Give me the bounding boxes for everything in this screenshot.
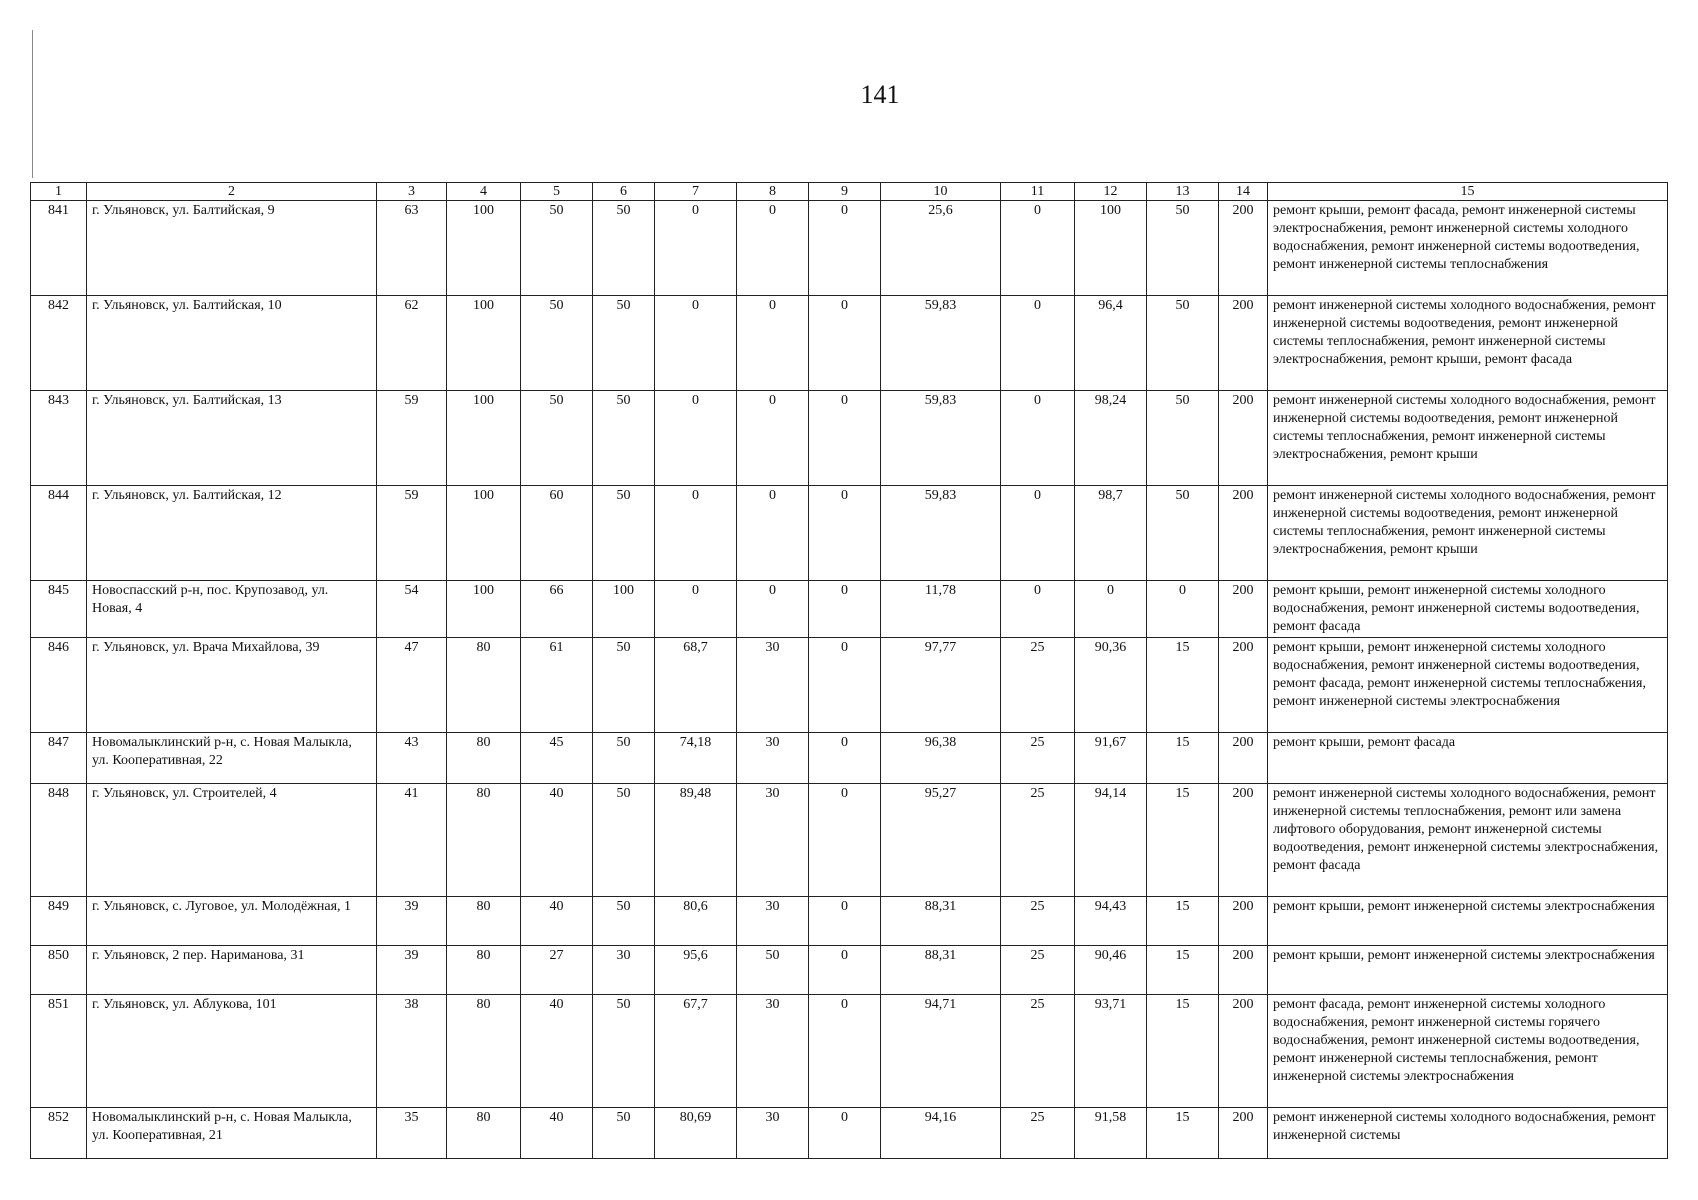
value-cell: 94,43 [1075,897,1147,946]
value-cell: 50 [737,946,809,995]
value-cell: 0 [737,486,809,581]
value-cell: 35 [377,1108,447,1159]
column-header: 13 [1147,183,1219,201]
table-row [31,486,1668,581]
value-cell: 200 [1219,486,1268,581]
value-cell: 40 [521,897,593,946]
value-cell: 50 [593,1108,655,1159]
value-cell: 90,36 [1075,638,1147,733]
value-cell: 0 [655,486,737,581]
table-row [31,1108,1668,1159]
value-cell: 100 [447,486,521,581]
page-number: 141 [860,80,900,109]
value-cell: 0 [809,946,881,995]
address-cell: г. Ульяновск, ул. Балтийская, 10 [87,296,377,391]
value-cell: 0 [655,581,737,638]
value-cell: 43 [377,733,447,784]
value-cell: 88,31 [881,897,1001,946]
works-cell: ремонт крыши, ремонт инженерной системы холодного водоснабжения, ремонт инженерной системы водоотведения, ремонт фасада [1268,581,1668,638]
value-cell: 0 [655,296,737,391]
value-cell: 0 [809,486,881,581]
value-cell: 0 [737,581,809,638]
value-cell: 39 [377,897,447,946]
value-cell: 96,4 [1075,296,1147,391]
value-cell: 25 [1001,897,1075,946]
value-cell: 50 [593,486,655,581]
table-row [31,391,1668,486]
value-cell: 54 [377,581,447,638]
address-cell: г. Ульяновск, ул. Врача Михайлова, 39 [87,638,377,733]
value-cell: 98,24 [1075,391,1147,486]
value-cell: 94,71 [881,995,1001,1108]
table-row [31,581,1668,638]
address-cell: г. Ульяновск, ул. Аблукова, 101 [87,995,377,1108]
value-cell: 93,71 [1075,995,1147,1108]
value-cell: 41 [377,784,447,897]
row-number: 841 [31,201,87,296]
value-cell: 96,38 [881,733,1001,784]
table-row [31,296,1668,391]
works-cell: ремонт инженерной системы холодного водоснабжения, ремонт инженерной системы [1268,1108,1668,1159]
value-cell: 94,14 [1075,784,1147,897]
column-header: 1 [31,183,87,201]
value-cell: 95,6 [655,946,737,995]
data-table [30,182,1668,1159]
value-cell: 100 [447,391,521,486]
value-cell: 0 [1001,391,1075,486]
value-cell: 11,78 [881,581,1001,638]
value-cell: 91,58 [1075,1108,1147,1159]
value-cell: 40 [521,995,593,1108]
value-cell: 15 [1147,995,1219,1108]
value-cell: 50 [1147,486,1219,581]
value-cell: 50 [593,995,655,1108]
value-cell: 30 [593,946,655,995]
value-cell: 30 [737,995,809,1108]
value-cell: 66 [521,581,593,638]
value-cell: 30 [737,897,809,946]
value-cell: 50 [521,391,593,486]
value-cell: 50 [1147,296,1219,391]
column-header: 4 [447,183,521,201]
value-cell: 80 [447,946,521,995]
value-cell: 0 [809,897,881,946]
row-number: 852 [31,1108,87,1159]
value-cell: 39 [377,946,447,995]
value-cell: 80 [447,733,521,784]
value-cell: 0 [1147,581,1219,638]
value-cell: 38 [377,995,447,1108]
value-cell: 88,31 [881,946,1001,995]
value-cell: 74,18 [655,733,737,784]
value-cell: 30 [737,733,809,784]
value-cell: 50 [593,733,655,784]
value-cell: 50 [521,296,593,391]
works-cell: ремонт крыши, ремонт инженерной системы холодного водоснабжения, ремонт инженерной системы водоотведения, ремонт фасада, ремонт инженерной системы теплоснабжения, ремонт инженерной системы электроснабжения [1268,638,1668,733]
value-cell: 0 [655,201,737,296]
value-cell: 25 [1001,733,1075,784]
table-row [31,733,1668,784]
value-cell: 200 [1219,946,1268,995]
value-cell: 40 [521,784,593,897]
address-cell: г. Ульяновск, ул. Строителей, 4 [87,784,377,897]
works-cell: ремонт крыши, ремонт фасада, ремонт инженерной системы электроснабжения, ремонт инженерной системы холодного водоснабжения, ремонт инженерной системы водоотведения, ремонт инженерной системы теплоснабжения [1268,201,1668,296]
row-number: 845 [31,581,87,638]
value-cell: 0 [809,391,881,486]
address-cell: г. Ульяновск, 2 пер. Нариманова, 31 [87,946,377,995]
value-cell: 80 [447,995,521,1108]
row-number: 850 [31,946,87,995]
value-cell: 50 [593,201,655,296]
column-header: 10 [881,183,1001,201]
value-cell: 0 [737,296,809,391]
value-cell: 0 [809,784,881,897]
value-cell: 50 [593,638,655,733]
value-cell: 0 [809,638,881,733]
value-cell: 100 [593,581,655,638]
value-cell: 25 [1001,1108,1075,1159]
value-cell: 15 [1147,946,1219,995]
value-cell: 25 [1001,946,1075,995]
column-header: 11 [1001,183,1075,201]
value-cell: 100 [1075,201,1147,296]
value-cell: 0 [809,581,881,638]
value-cell: 50 [593,897,655,946]
value-cell: 200 [1219,391,1268,486]
value-cell: 60 [521,486,593,581]
row-number: 849 [31,897,87,946]
column-header: 5 [521,183,593,201]
value-cell: 25 [1001,995,1075,1108]
column-header: 14 [1219,183,1268,201]
value-cell: 30 [737,638,809,733]
value-cell: 61 [521,638,593,733]
value-cell: 0 [655,391,737,486]
column-header: 3 [377,183,447,201]
value-cell: 0 [737,391,809,486]
value-cell: 80,6 [655,897,737,946]
column-header: 2 [87,183,377,201]
value-cell: 91,67 [1075,733,1147,784]
value-cell: 200 [1219,897,1268,946]
value-cell: 98,7 [1075,486,1147,581]
value-cell: 25,6 [881,201,1001,296]
column-header: 9 [809,183,881,201]
value-cell: 200 [1219,784,1268,897]
value-cell: 0 [809,296,881,391]
value-cell: 0 [809,733,881,784]
address-cell: г. Ульяновск, ул. Балтийская, 9 [87,201,377,296]
works-cell: ремонт инженерной системы холодного водоснабжения, ремонт инженерной системы водоотведения, ремонт инженерной системы теплоснабжения, ремонт инженерной системы электроснабжения, ремонт крыши [1268,391,1668,486]
value-cell: 25 [1001,638,1075,733]
value-cell: 50 [1147,201,1219,296]
table-container [30,182,1668,1159]
value-cell: 200 [1219,733,1268,784]
value-cell: 15 [1147,1108,1219,1159]
value-cell: 100 [447,296,521,391]
value-cell: 50 [593,391,655,486]
value-cell: 0 [1001,581,1075,638]
value-cell: 27 [521,946,593,995]
table-row [31,897,1668,946]
address-cell: Новоспасский р-н, пос. Крупозавод, ул. Новая, 4 [87,581,377,638]
value-cell: 25 [1001,784,1075,897]
row-number: 847 [31,733,87,784]
value-cell: 47 [377,638,447,733]
works-cell: ремонт инженерной системы холодного водоснабжения, ремонт инженерной системы теплоснабжения, ремонт или замена лифтового оборудования, ремонт инженерной системы водоотведения, ремонт инженерной системы электроснабжения, ремонт фасада [1268,784,1668,897]
table-row [31,784,1668,897]
header-row [31,183,1668,201]
table-row [31,995,1668,1108]
column-header: 12 [1075,183,1147,201]
value-cell: 15 [1147,638,1219,733]
value-cell: 200 [1219,995,1268,1108]
value-cell: 80 [447,638,521,733]
value-cell: 59,83 [881,391,1001,486]
value-cell: 200 [1219,1108,1268,1159]
value-cell: 15 [1147,897,1219,946]
value-cell: 100 [447,581,521,638]
works-cell: ремонт инженерной системы холодного водоснабжения, ремонт инженерной системы водоотведения, ремонт инженерной системы теплоснабжения, ремонт инженерной системы электроснабжения, ремонт крыши [1268,486,1668,581]
value-cell: 59 [377,391,447,486]
value-cell: 94,16 [881,1108,1001,1159]
value-cell: 200 [1219,638,1268,733]
value-cell: 50 [1147,391,1219,486]
value-cell: 50 [593,784,655,897]
value-cell: 0 [1001,201,1075,296]
value-cell: 200 [1219,296,1268,391]
works-cell: ремонт крыши, ремонт инженерной системы электроснабжения [1268,946,1668,995]
works-cell: ремонт крыши, ремонт фасада [1268,733,1668,784]
value-cell: 80 [447,784,521,897]
value-cell: 0 [737,201,809,296]
works-cell: ремонт крыши, ремонт инженерной системы электроснабжения [1268,897,1668,946]
value-cell: 80 [447,1108,521,1159]
value-cell: 90,46 [1075,946,1147,995]
value-cell: 0 [809,201,881,296]
value-cell: 62 [377,296,447,391]
value-cell: 59 [377,486,447,581]
address-cell: Новомалыклинский р-н, с. Новая Малыкла, ул. Кооперативная, 21 [87,1108,377,1159]
works-cell: ремонт инженерной системы холодного водоснабжения, ремонт инженерной системы водоотведения, ремонт инженерной системы теплоснабжения, ремонт инженерной системы электроснабжения, ремонт крыши, ремонт фасада [1268,296,1668,391]
row-number: 843 [31,391,87,486]
value-cell: 59,83 [881,486,1001,581]
value-cell: 59,83 [881,296,1001,391]
row-number: 846 [31,638,87,733]
value-cell: 30 [737,1108,809,1159]
column-header: 8 [737,183,809,201]
value-cell: 95,27 [881,784,1001,897]
column-header: 6 [593,183,655,201]
column-header: 15 [1268,183,1668,201]
value-cell: 67,7 [655,995,737,1108]
value-cell: 89,48 [655,784,737,897]
value-cell: 0 [1001,296,1075,391]
value-cell: 200 [1219,581,1268,638]
value-cell: 200 [1219,201,1268,296]
row-number: 842 [31,296,87,391]
value-cell: 15 [1147,733,1219,784]
value-cell: 80 [447,897,521,946]
value-cell: 0 [809,1108,881,1159]
value-cell: 50 [593,296,655,391]
value-cell: 40 [521,1108,593,1159]
address-cell: г. Ульяновск, ул. Балтийская, 13 [87,391,377,486]
value-cell: 0 [1075,581,1147,638]
address-cell: г. Ульяновск, с. Луговое, ул. Молодёжная, 1 [87,897,377,946]
value-cell: 15 [1147,784,1219,897]
value-cell: 100 [447,201,521,296]
value-cell: 30 [737,784,809,897]
value-cell: 63 [377,201,447,296]
value-cell: 0 [809,995,881,1108]
address-cell: г. Ульяновск, ул. Балтийская, 12 [87,486,377,581]
row-number: 848 [31,784,87,897]
value-cell: 68,7 [655,638,737,733]
value-cell: 80,69 [655,1108,737,1159]
address-cell: Новомалыклинский р-н, с. Новая Малыкла, ул. Кооперативная, 22 [87,733,377,784]
value-cell: 50 [521,201,593,296]
value-cell: 45 [521,733,593,784]
value-cell: 0 [1001,486,1075,581]
works-cell: ремонт фасада, ремонт инженерной системы холодного водоснабжения, ремонт инженерной системы горячего водоснабжения, ремонт инженерной системы водоотведения, ремонт инженерной системы теплоснабжения, ремонт инженерной системы электроснабжения [1268,995,1668,1108]
table-row [31,638,1668,733]
table-row [31,946,1668,995]
row-number: 844 [31,486,87,581]
value-cell: 97,77 [881,638,1001,733]
table-row [31,201,1668,296]
column-header: 7 [655,183,737,201]
row-number: 851 [31,995,87,1108]
